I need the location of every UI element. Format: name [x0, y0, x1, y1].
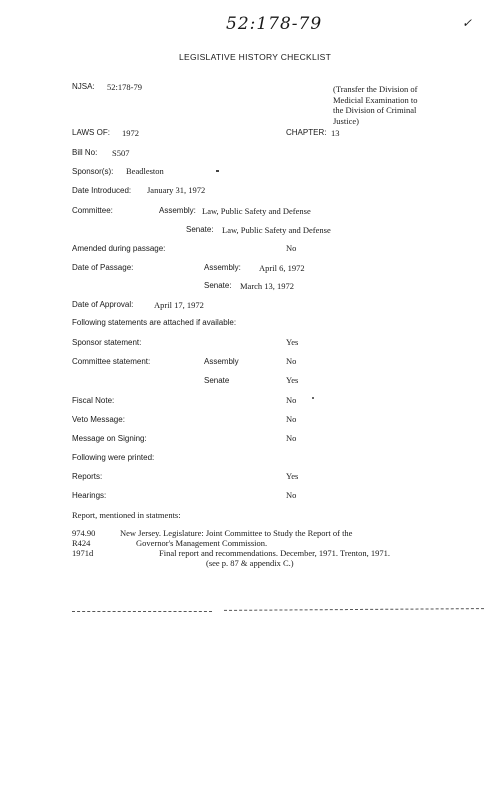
sponsor-value: Beadleston: [126, 166, 164, 176]
sponsor-label: Sponsor(s):: [72, 167, 114, 176]
bill-no-value: S507: [112, 148, 130, 158]
committee-senate-label: Senate:: [186, 225, 214, 234]
citation-line-4: (see p. 87 & appendix C.): [206, 558, 294, 568]
committee-assembly-value: Law, Public Safety and Defense: [202, 206, 311, 216]
following-attached-heading: Following statements are attached if available:: [72, 318, 237, 327]
message-on-signing-label: Message on Signing:: [72, 434, 147, 443]
committee-statement-senate-label: Senate: [204, 376, 230, 385]
message-on-signing-value: No: [286, 433, 297, 443]
sponsor-statement-value: Yes: [286, 337, 299, 347]
committee-assembly-label: Assembly:: [159, 206, 196, 215]
passage-senate-label: Senate:: [204, 281, 232, 290]
note-line: Medicial Examination to: [333, 94, 418, 105]
sponsor-statement-label: Sponsor statement:: [72, 338, 142, 347]
date-introduced-value: January 31, 1972: [147, 185, 206, 195]
veto-message-label: Veto Message:: [72, 415, 125, 424]
handwritten-number: 52:178-79: [226, 14, 323, 34]
amended-value: No: [286, 243, 297, 253]
hearings-label: Hearings:: [72, 491, 107, 500]
separator-segment: [224, 608, 484, 612]
citation-line-1: New Jersey. Legislature: Joint Committee to Study the Report of the: [120, 528, 353, 538]
following-printed-heading: Following were printed:: [72, 453, 155, 462]
page-title: LEGISLATIVE HISTORY CHECKLIST: [179, 52, 332, 62]
passage-senate-value: March 13, 1972: [240, 281, 295, 291]
amended-label: Amended during passage:: [72, 244, 166, 253]
stray-mark: [216, 170, 219, 172]
fiscal-note-label: Fiscal Note:: [72, 396, 115, 405]
passage-assembly-value: April 6, 1972: [259, 263, 305, 273]
veto-message-value: No: [286, 414, 297, 424]
reports-label: Reports:: [72, 472, 103, 481]
report-mentioned-heading: Report, mentioned in statments:: [72, 510, 181, 520]
date-of-passage-label: Date of Passage:: [72, 263, 134, 272]
stray-mark: [312, 397, 314, 399]
call-number-3: 1971d: [72, 548, 94, 558]
hearings-value: No: [286, 490, 297, 500]
laws-of-label: LAWS OF:: [72, 128, 110, 137]
note-line: Justice): [333, 115, 359, 126]
citation-line-3: Final report and recommendations. December, 1971. Trenton, 1971.: [159, 548, 391, 558]
check-mark: ✓: [462, 16, 473, 30]
passage-assembly-label: Assembly:: [204, 263, 241, 272]
committee-statement-assembly-value: No: [286, 356, 297, 366]
njsa-label: NJSA:: [72, 82, 95, 91]
reports-value: Yes: [286, 471, 299, 481]
call-number-2: R424: [72, 538, 91, 548]
committee-statement-assembly-label: Assembly: [204, 357, 239, 366]
note-line: the Division of Criminal: [333, 105, 417, 115]
committee-label: Committee:: [72, 206, 113, 215]
committee-senate-value: Law, Public Safety and Defense: [222, 225, 331, 235]
committee-statement-senate-value: Yes: [286, 375, 299, 385]
transfer-note: [333, 84, 418, 126]
fiscal-note-value: No: [286, 395, 297, 405]
committee-statement-label: Committee statement:: [72, 357, 151, 366]
note-line: (Transfer the Division of: [333, 84, 418, 94]
date-introduced-label: Date Introduced:: [72, 186, 132, 195]
bill-no-label: Bill No:: [72, 148, 98, 157]
date-of-approval-value: April 17, 1972: [154, 300, 204, 310]
date-of-approval-label: Date of Approval:: [72, 300, 134, 309]
separator-segment: [72, 611, 212, 613]
chapter-value: 13: [331, 128, 340, 138]
citation-line-2: Governor's Management Commission.: [136, 538, 268, 548]
chapter-label: CHAPTER:: [286, 128, 327, 137]
njsa-value: 52:178-79: [107, 82, 142, 92]
call-number-1: 974.90: [72, 528, 96, 538]
laws-of-value: 1972: [122, 128, 139, 138]
